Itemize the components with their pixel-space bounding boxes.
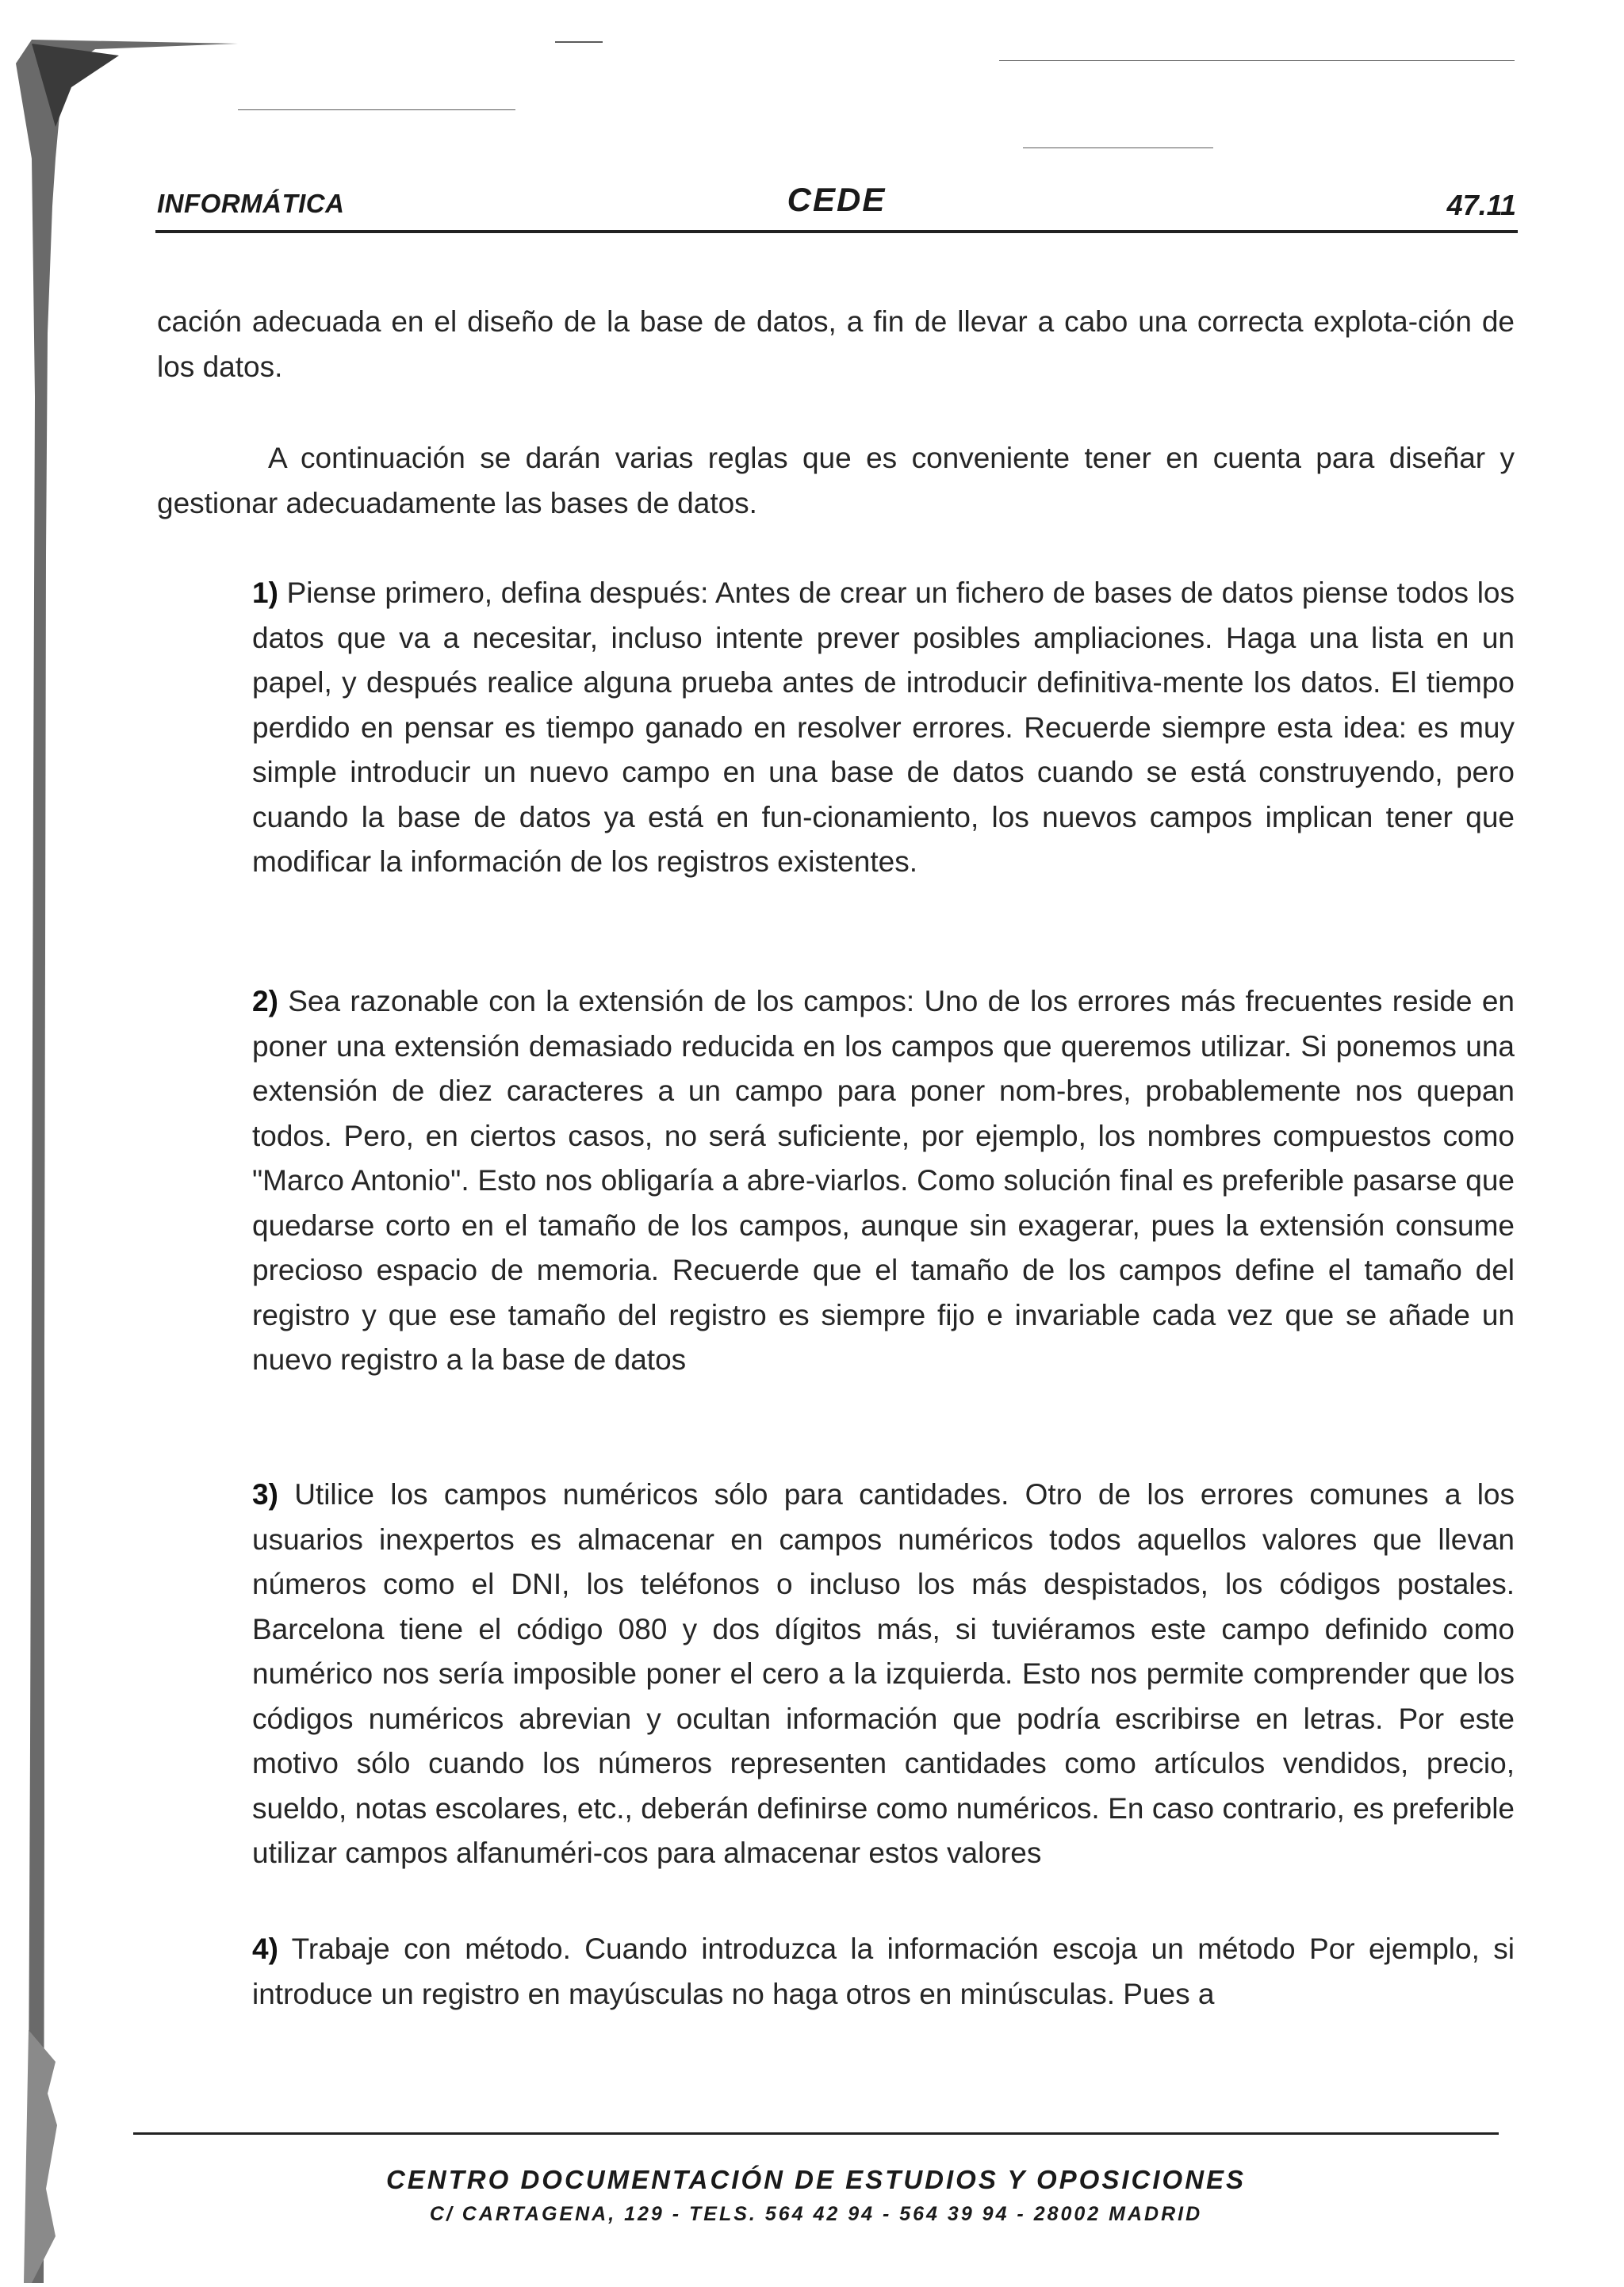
rule-text: Sea razonable con la extensión de los campos: Uno de los errores más frecuentes reside en poner una extensión demasiado reducida en los campos que queremos utilizar. Si ponemos una extensión de diez caracteres a un campo para poner nom-bres, probablemente nos quepan todos. Pero, en ciertos casos, no será suficiente, por ejemplo, los nombres compuestos como "Marco Antonio". Esto nos obligaría a abre-viarlos. Como solución final es preferible pasarse que quedarse corto en el tamaño de los campos, aunque sin exagerar, pues la extensión consume precioso espacio de memoria. Recuerde que el tamaño de los campos define el tamaño del registro y que ese tamaño del registro es siempre fijo e invariable cada vez que se añade un nuevo registro a la base de datos	[252, 985, 1515, 1376]
continuation-paragraph: cación adecuada en el diseño de la base de datos, a fin de llevar a cabo una correcta explota-ción de los datos.	[157, 305, 1515, 383]
header-logo-text: CEDE	[787, 181, 887, 218]
rule-text: Trabaje con método. Cuando introduzca la información escoja un método Por ejemplo, si introduce un registro en mayúsculas no haga otros en minúsculas. Pues a	[252, 1933, 1515, 2010]
header-rule	[155, 230, 1518, 233]
rule-item	[252, 1927, 1515, 2017]
intro-paragraph: A continuación se darán varias reglas que es conveniente tener en cuenta para diseñar y gestionar adecuadamente las bases de datos.	[157, 442, 1515, 519]
rule-text: Piense primero, defina después: Antes de crear un fichero de bases de datos piense todos los datos que va a necesitar, incluso intente prever posibles ampliaciones. Haga una lista en un papel, y después realice alguna prueba antes de introducir definitiva-mente los datos. El tiempo perdido en pensar es tiempo ganado en resolver errores. Recuerde siempre esta idea: es muy simple introducir un nuevo campo en una base de datos cuando se está construyendo, pero cuando la base de datos ya está en fun-cionamiento, los nuevos campos implican tener que modificar la información de los registros existentes.	[252, 577, 1515, 878]
header-page-number: 47.11	[1446, 189, 1516, 221]
scan-smudge	[999, 60, 1515, 61]
scan-binding-edge	[0, 0, 71, 2283]
rule-item	[252, 571, 1515, 885]
scan-smudge	[1023, 147, 1213, 148]
scan-smudge	[555, 41, 603, 43]
rule-number: 4)	[252, 1933, 278, 1965]
footer-address: C/ CARTAGENA, 129 - TELS. 564 42 94 - 564 39 94 - 28002 MADRID	[429, 2203, 1203, 2225]
rule-number: 3)	[252, 1478, 278, 1511]
header-section-title: INFORMÁTICA	[157, 189, 345, 218]
rule-item	[252, 979, 1515, 1383]
rule-item	[252, 1473, 1515, 1876]
scan-smudge	[238, 109, 515, 110]
footer-organization: CENTRO DOCUMENTACIÓN DE ESTUDIOS Y OPOSICIONES	[385, 2165, 1247, 2194]
rule-number: 1)	[252, 577, 278, 609]
footer-rule	[133, 2132, 1499, 2135]
page-header	[157, 181, 1516, 228]
rule-number: 2)	[252, 985, 278, 1017]
rule-text: Utilice los campos numéricos sólo para cantidades. Otro de los errores comunes a los usuarios inexpertos es almacenar en campos numéricos todos aquellos valores que llevan números como el DNI, los teléfonos o incluso los más despistados, los códigos postales. Barcelona tiene el código 080 y dos dígitos más, si tuviéramos este campo definido como numérico nos sería imposible poner el cero a la izquierda. Esto nos permite comprender que los códigos numéricos abrevian y ocultan información que podría escribirse en letras. Por este motivo sólo cuando los números representen cantidades como artículos vendidos, precio, sueldo, notas escolares, etc., deberán definirse como numéricos. En caso contrario, es preferible utilizar campos alfanuméri-cos para almacenar estos valores	[252, 1478, 1515, 1869]
